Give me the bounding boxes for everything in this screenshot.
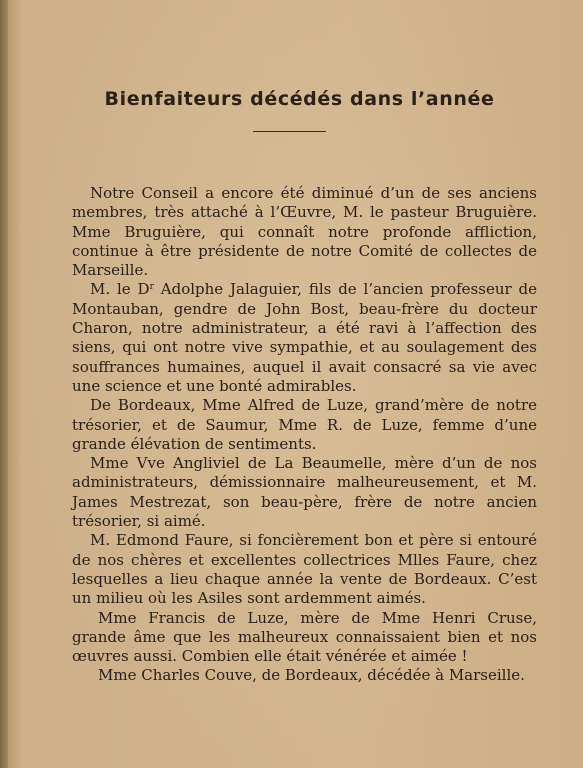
paragraph-bordeaux-luze: De Bordeaux, Mme Alfred de Luze, grand’mère de notre trésorier, et de Saumur, Mme R. de Luze, femme d’une grande élévation de sentiments. (72, 396, 537, 453)
jalaguier-text-end: Adolphe Jalaguier, fils de l’ancien professeur de Montauban, gendre de John Bost, beau-frère du docteur Charon, notre administrateur, a été ravi à l’affection des siens, qui ont notre vive sympathie, et au soulagement des souffrances humaines, auquel il avait consacré sa vie avec une science et une bonté admirables. (72, 280, 537, 395)
title-divider (253, 131, 326, 132)
paragraph-jalaguier (72, 280, 537, 396)
paragraph-beaumelle: Mme Vve Angliviel de La Beaumelle, mère d’un de nos administrateurs, démissionnaire malheureusement, et M. James Mestrezat, son beau-père, frère de notre ancien trésorier, si aimé. (72, 454, 537, 531)
page-title: Bienfaiteurs décédés dans l’année (104, 88, 495, 110)
document-body (72, 184, 537, 686)
page-binding-edge (0, 0, 8, 768)
paragraph-couve: Mme Charles Couve, de Bordeaux, décédée à Marseille. (98, 666, 525, 685)
doctor-abbrev-superscript: r (149, 282, 154, 293)
jalaguier-text-start: M. le D (90, 280, 150, 299)
paragraph-conseil: Notre Conseil a encore été diminué d’un de ses anciens membres, très attaché à l’Œuvre, M. le pasteur Bruguière. Mme Bruguière, qui connaît notre profonde affliction, continue à être présidente de notre Comité de collectes de Marseille. (72, 184, 537, 280)
paragraph-francis-luze: Mme Francis de Luze, mère de Mme Henri Cruse, grande âme que les malheureux connaissaient bien et nos œuvres aussi. Combien elle était vénérée et aimée ! (72, 608, 537, 666)
paragraph-faure: M. Edmond Faure, si foncièrement bon et père si entouré de nos chères et excellentes collectrices Mlles Faure, chez lesquelles a lieu chaque année la vente de Bordeaux. C’est un milieu où les Asiles sont ardemment aimés. (72, 531, 537, 608)
